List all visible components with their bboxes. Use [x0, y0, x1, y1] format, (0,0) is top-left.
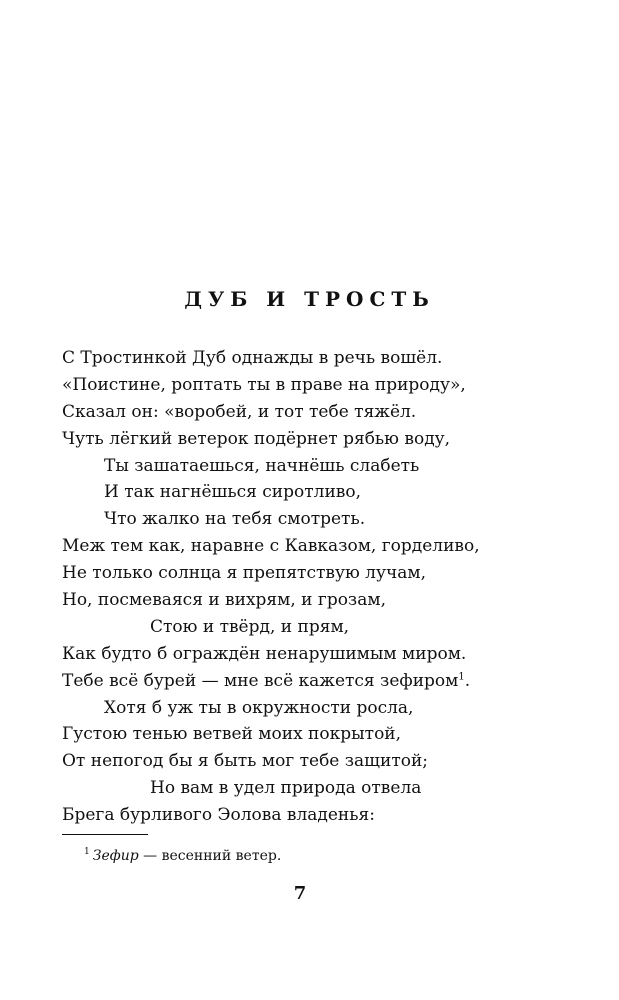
footnote-divider: [62, 834, 148, 835]
poem-line-end-punctuation: .: [464, 670, 471, 691]
poem-line: С Тростинкой Дуб однажды в речь вошёл.: [62, 348, 443, 368]
poem-line: Как будто б ограждён ненарушимым миром.: [62, 643, 467, 664]
poem-line: Не только солнца я препятствую лучам,: [62, 563, 426, 584]
poem-line: Брега бурливого Эолова владенья:: [62, 805, 375, 826]
poem-line: «Поистине, роптать ты в праве на природу»,: [62, 374, 466, 395]
poem-line-with-footnote: [62, 668, 582, 695]
poem-line: Но вам в удел природа отвела: [150, 778, 422, 799]
poem-line: Что жалко на тебя смотреть.: [104, 509, 366, 530]
poem-line: От непогод бы я быть мог тебе защитой;: [62, 751, 429, 772]
page-number: 7: [293, 883, 307, 904]
footnote-definition: — весенний ветер.: [138, 848, 282, 864]
poem-line: Меж тем как, наравне с Кавказом, горделиво,: [62, 536, 480, 557]
poem-line: И так нагнёшься сиротливо,: [104, 482, 361, 503]
footnote: [84, 846, 281, 866]
footnote-number: 1: [84, 847, 90, 858]
poem-line: Чуть лёгкий ветерок подёрнет рябью воду,: [62, 428, 451, 449]
poem-line: Хотя б уж ты в окружности росла,: [104, 697, 414, 718]
poem-line-text: Тебе всё бурей — мне всё кажется зефиром: [62, 670, 459, 691]
poem-line: Стою и твёрд, и прям,: [150, 616, 350, 637]
poem-line: Сказал он: «воробей, и тот тебе тяжёл.: [62, 401, 417, 422]
footnote-term: Зефир: [92, 848, 139, 864]
poem-line: Но, посмеваяся и вихрям, и грозам,: [62, 590, 386, 611]
poem-title: ДУБ И ТРОСТЬ: [184, 287, 435, 311]
poem-body: [62, 345, 582, 829]
poem-line: Густою тенью ветвей моих покрытой,: [62, 724, 402, 745]
footnote-reference: 1: [458, 671, 465, 683]
poem-line: Ты зашатаешься, начнёшь слабеть: [104, 455, 420, 476]
